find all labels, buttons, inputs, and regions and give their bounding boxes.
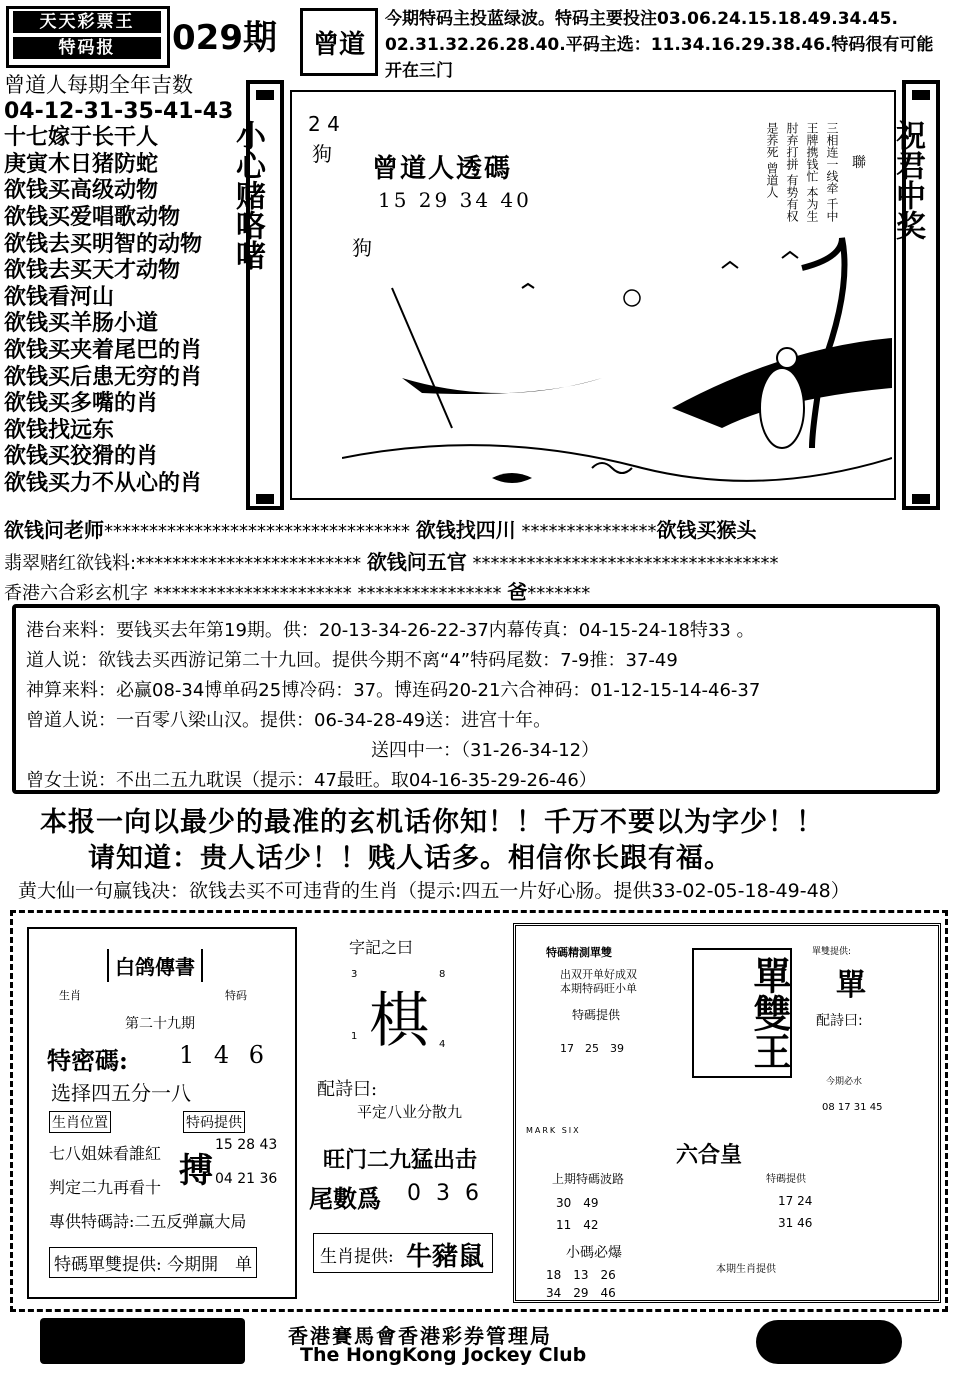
info-line-3: 神算来料：必赢08-34博单码25博冷码：37。博连码20-21六合神码：01-12-15-14-46-37 [26, 680, 761, 701]
left-column-line: 欲钱看河山 [4, 284, 115, 310]
huang-daxian-line: 黄大仙一句赢钱决：欲钱去买不可违背的生肖（提示:四五一片好心肠。提供33-02-05-18-49-48） [18, 880, 850, 902]
star-line-3-b: **************** [357, 583, 502, 604]
panel-a-big-char: 搏 [179, 1151, 213, 1191]
panel-a-nums-row-2: 04 21 36 [215, 1171, 278, 1187]
panel-c-peishi: 配詩曰: [816, 1013, 863, 1029]
panel-c-small-nums-a: 18 13 26 [546, 1268, 616, 1282]
left-column-line: 欲钱找远东 [4, 417, 115, 443]
panel-c-right-nums: 08 17 31 45 [822, 1102, 883, 1113]
star-line-3-stars2: 爸 [507, 580, 528, 604]
panel-a-side-left: 生肖 [59, 989, 81, 1002]
left-column-line: 庚寅木日猪防蛇 [4, 151, 159, 177]
panel-a-bottom-value: 今期開 单 [167, 1255, 253, 1275]
star-line-3-a: 香港六合彩玄机字 [4, 583, 148, 604]
left-column-line: 曾道人每期全年吉数 [4, 73, 193, 97]
panel-c-zodiac-hint: 本期生肖提供 [716, 1264, 776, 1275]
left-column-line: 十七嫁于长干人 [4, 125, 159, 151]
info-line-6: 曾女士说：不出二五九耽误（提示：47最旺。取04-16-35-29-26-46） [26, 770, 597, 791]
top-text [385, 6, 955, 84]
panel-a-tema-label: 特密碼: [47, 1046, 128, 1075]
panel-a-choose: 选择四五分一八 [51, 1081, 191, 1105]
logo-line-2: 特码报 [13, 37, 161, 59]
star-line-2 [4, 546, 779, 575]
left-column-line: 欲钱去买明智的动物 [4, 231, 203, 257]
scroll-body [290, 90, 896, 500]
panel-b-zodiac-value: 牛豬鼠 [406, 1242, 485, 1272]
logo-line-1: 天天彩票王 [13, 11, 161, 33]
panel-odd-even-king [513, 923, 941, 1303]
top-text-line-2: 02.31.32.26.28.40.平码主选：11.34.16.29.38.46.特码很有可能 [385, 35, 934, 55]
panel-c-sub-2: 本期特码旺小单 [560, 982, 637, 995]
panel-c-lhc: 六合皇 [676, 1142, 743, 1168]
panel-c-small: 小碼必爆 [566, 1245, 622, 1261]
scroll-panel [230, 80, 951, 510]
top-text-line-1: 今期特码主投蓝绿波。特码主要投注03.06.24.15.18.49.34.45. [385, 9, 898, 29]
panel-c-nums-a: 30 49 [556, 1196, 599, 1210]
star-line-2-a: 翡翠赌红欲钱料: [4, 553, 137, 574]
scroll-lian: 聯 [852, 155, 866, 171]
panel-b-corner-4: 4 [439, 1039, 446, 1050]
panel-white-dove [27, 927, 297, 1299]
panel-c-title-1: 特碼精測單雙 [546, 946, 612, 959]
panel-a-tema-value: 1 4 6 [179, 1041, 271, 1069]
panel-b-corner-1: 1 [351, 1031, 358, 1042]
scroll-poem: 三相连一线牵 千中王牌携钱忙 本为生肘弃打拼 有势有权是荞死 曾道人 [765, 122, 839, 222]
panel-c-sub-1: 出双开单好成双 [560, 968, 637, 981]
left-column-line: 欲钱买后患无穷的肖 [4, 364, 203, 390]
bottom-section [10, 910, 948, 1312]
panel-b-corner-3: 3 [351, 969, 358, 980]
panel-b-tail-value: 0 3 6 [407, 1181, 483, 1206]
star-line-1-stars1: ********************************** [104, 521, 410, 542]
fisherman-illustration [342, 228, 892, 498]
panel-c-nums-c: 17 24 [778, 1194, 813, 1208]
panel-a-pos-label: 生肖位置 [49, 1111, 111, 1133]
panel-character [303, 927, 503, 1299]
panel-a-line-1: 七八姐妹看誰紅 [49, 1144, 162, 1163]
left-column-line: 欲钱买力不从心的肖 [4, 470, 203, 496]
scroll-numbers: 15 29 34 40 [378, 188, 532, 212]
panel-a-nums-row-1: 15 28 43 [215, 1137, 278, 1153]
footer-right-logo [756, 1320, 902, 1364]
panel-a-issue: 第二十九期 [125, 1016, 195, 1032]
logo-block [6, 6, 170, 68]
panel-b-zodiac-label: 生肖提供: [320, 1247, 394, 1267]
panel-c-nums-d: 31 46 [778, 1216, 813, 1230]
left-column [4, 72, 244, 498]
left-column-line: 欲钱买狡猾的肖 [4, 444, 159, 470]
scroll-knob [256, 494, 274, 504]
panel-b-tail-label: 尾數爲 [309, 1184, 381, 1213]
info-line-4: 曾道人说：一百零八梁山汉。提供：06-34-28-49送：进宫十年。 [26, 710, 552, 731]
panel-c-small-nums-b: 34 29 46 [546, 1286, 616, 1300]
issue-number: 029期 [172, 18, 277, 58]
scroll-knob [912, 494, 930, 504]
scroll-knob [256, 90, 274, 100]
scroll-knob [912, 90, 930, 100]
left-column-line: 欲钱买高级动物 [4, 178, 159, 204]
panel-c-right-title: 單雙提供: [812, 947, 852, 957]
footer-left-logo [40, 1318, 245, 1364]
panel-b-wang: 旺门二九猛出击 [323, 1148, 478, 1173]
left-column-line: 欲钱买夹着尾巴的肖 [4, 337, 203, 363]
star-line-2-b: 欲钱问五官 [366, 550, 467, 574]
star-line-3 [4, 576, 590, 605]
panel-a-title: 白鸽傳書 [107, 949, 203, 982]
panel-c-tema: 特碼提供 [572, 1008, 621, 1022]
panel-b-big-char: 棋 [369, 986, 429, 1056]
scroll-dog-label: 狗 [312, 142, 332, 166]
star-line-1-a: 欲钱问老师 [4, 518, 104, 542]
panel-c-danshuang-box: 單雙王 [692, 948, 792, 1078]
panel-c-last-label: 上期特碼波路 [552, 1172, 625, 1186]
footer-en-text: The HongKong Jockey Club [300, 1344, 587, 1366]
scroll-dog-label-2: 狗 [352, 236, 372, 260]
left-column-line: 欲钱去买天才动物 [4, 258, 181, 284]
star-line-1-c: 欲钱买猴头 [656, 518, 757, 542]
panel-b-zodiac [313, 1233, 493, 1273]
panel-b-poem: 平定八业分散九 [357, 1103, 463, 1121]
star-line-1 [4, 514, 756, 543]
scroll-left-text: 小心赌咯啫 [230, 120, 265, 270]
info-box [12, 604, 940, 794]
panel-b-poem-label: 配詩曰: [317, 1079, 378, 1100]
scroll-right-text: 祝君中奖 [890, 120, 925, 240]
star-line-2-stars2: ********************************** [472, 553, 779, 574]
top-text-line-3: 开在三门 [385, 61, 453, 81]
center-logo: 曾道 [300, 8, 378, 76]
panel-b-corner-8: 8 [439, 969, 446, 980]
footer-cn-text: 香港賽馬會香港彩券管理局 [288, 1324, 552, 1348]
panel-c-right-char: 單 [836, 968, 866, 1003]
panel-a-side-right: 特码 [225, 989, 247, 1002]
left-column-line: 04-12-31-35-41-43 [4, 98, 234, 124]
panel-a-hint-label: 特码提供 [183, 1111, 245, 1133]
panel-c-nums-1: 17 25 39 [560, 1042, 624, 1055]
info-line-5: 送四中一：（31-26-34-12） [371, 740, 600, 761]
panel-c-nums-b: 11 42 [556, 1218, 599, 1232]
panel-c-tema-hint: 特碼提供 [766, 1174, 806, 1185]
panel-a-bottom-label: 特碼單雙提供: [54, 1255, 162, 1275]
left-column-line: 欲钱买多嘴的肖 [4, 391, 159, 417]
panel-a-line-3: 專供特碼詩:二五反弹赢大局 [49, 1212, 247, 1231]
star-line-1-stars2: *************** [521, 521, 657, 542]
panel-a-line-2: 判定二九再看十 [49, 1178, 162, 1197]
motto-line-1: 本报一向以最少的最准的玄机话你知！！千万不要以为字少！！ [40, 807, 824, 838]
star-line-1-b: 欲钱找四川 [415, 518, 516, 542]
motto-line-2: 请知道：贵人话少！！贱人话多。相信你长跟有福。 [88, 843, 732, 874]
info-line-1: 港台来料：要钱买去年第19期。供：20-13-34-26-22-37内幕传真：04-15-24-18特33 。 [26, 620, 755, 641]
info-line-2: 道人说：欲钱去买西游记第二十九回。提供今期不离“4”特码尾数：7-9推：37-49 [26, 650, 678, 671]
panel-c-mark-strip: MARK SIX [526, 1126, 581, 1135]
star-line-3-stars1: ********************** [153, 583, 352, 604]
scroll-number: 2 4 [308, 112, 340, 136]
star-line-2-stars1: ************************* [136, 553, 362, 574]
star-line-3-c: ******* [527, 583, 591, 604]
left-column-line: 欲钱买羊肠小道 [4, 311, 159, 337]
panel-a-bottom [49, 1247, 257, 1278]
left-column-line: 欲钱买爱唱歌动物 [4, 204, 181, 230]
panel-c-peishi-text: 今期必水 [826, 1077, 863, 1087]
scroll-title: 曾道人透碼 [372, 154, 513, 184]
panel-b-title: 字記之曰 [349, 938, 414, 957]
